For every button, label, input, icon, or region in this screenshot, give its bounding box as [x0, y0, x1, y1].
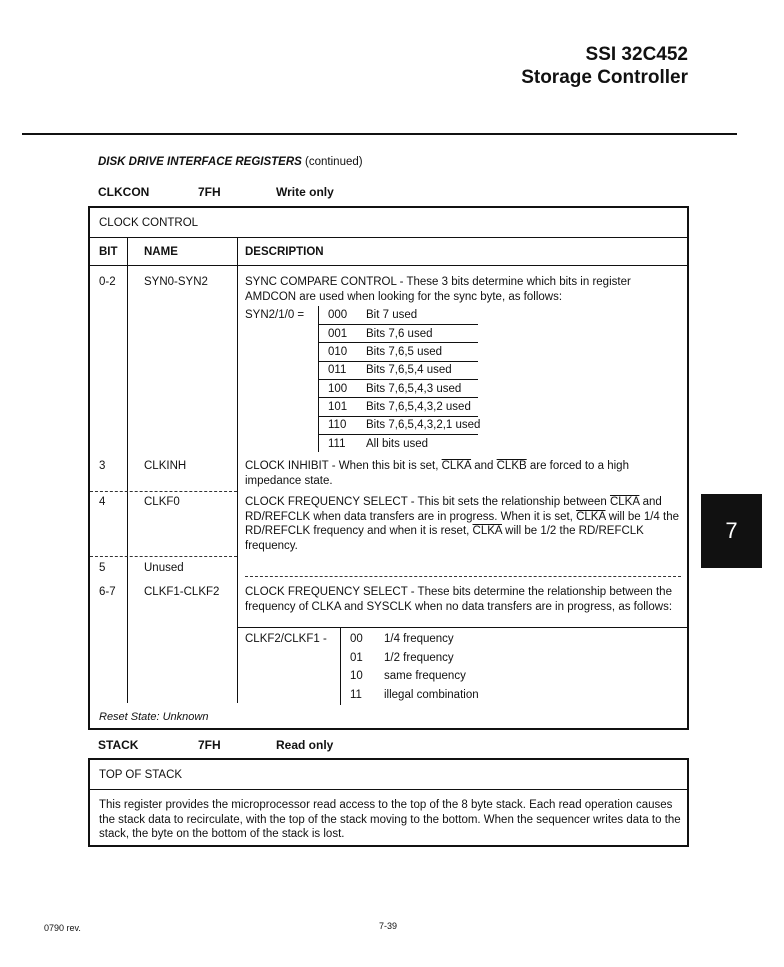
- syn-text: All bits used: [366, 438, 429, 450]
- top-of-stack-title: TOP OF STACK: [99, 769, 183, 781]
- syn-text: Bits 7,6 used: [366, 328, 433, 340]
- syn-label: SYN2/1/0 =: [245, 309, 305, 321]
- row-description: CLOCK FREQUENCY SELECT - These bits determine the relationship between the frequency of CLKA and SYSCLK when no data transfers are in progress, as follows:: [245, 586, 673, 613]
- syn-code: 001: [328, 328, 348, 340]
- syn-text: Bits 7,6,5,4,3,2,1 used: [366, 419, 481, 431]
- chapter-tab: 7: [701, 494, 762, 568]
- clkf-label: CLKF2/CLKF1 -: [245, 633, 327, 645]
- stack-name: STACK: [98, 738, 139, 752]
- row-name: Unused: [144, 562, 184, 574]
- syn-code: 010: [328, 346, 348, 358]
- clkf-code: 01: [350, 652, 363, 664]
- clkf0-description: CLOCK FREQUENCY SELECT - This bit sets the relationship between CLKA and RD/REFCLK when data transfers are in progress. When it is set, CLKA will be 1/4 the RD/REFCLK frequency and when it is reset, CLKA will be 1/2 the RD/REFCLK frequency.: [245, 496, 680, 552]
- syn-code: 100: [328, 383, 348, 395]
- row-description: SYNC COMPARE CONTROL - These 3 bits determine which bits in register AMDCON are used when looking for the sync byte, as follows:: [245, 276, 631, 303]
- row-bit: 5: [99, 562, 106, 574]
- clkcon-name: CLKCON: [98, 185, 150, 199]
- clkf-text: same frequency: [384, 670, 466, 682]
- page-number: 7-39: [379, 921, 398, 931]
- clock-control-title: CLOCK CONTROL: [99, 217, 199, 229]
- row-bit: 0-2: [99, 276, 116, 288]
- page-title: Storage Controller: [521, 67, 688, 88]
- clkcon-access: Write only: [276, 185, 334, 199]
- syn-code: 011: [328, 364, 347, 376]
- part-number: SSI 32C452: [585, 44, 688, 65]
- syn-code: 000: [328, 309, 348, 321]
- clkf-text: 1/4 frequency: [384, 633, 454, 645]
- col-header-bit: BIT: [99, 246, 118, 258]
- section-suffix: (continued): [305, 156, 363, 168]
- header-rule: [22, 133, 737, 135]
- clkf-code: 00: [350, 633, 363, 645]
- syn-text: Bits 7,6,5,4,3,2 used: [366, 401, 471, 413]
- section-title: DISK DRIVE INTERFACE REGISTERS: [98, 156, 302, 168]
- top-of-stack-table: [88, 758, 689, 847]
- col-header-name: NAME: [144, 246, 178, 258]
- syn-code: 111: [328, 438, 346, 450]
- syn-text: Bits 7,6,5 used: [366, 346, 443, 358]
- reset-state: Reset State: Unknown: [99, 711, 209, 723]
- syn-text: Bits 7,6,5,4 used: [366, 364, 452, 376]
- clkf-code: 11: [350, 689, 362, 701]
- row-bit: 3: [99, 460, 106, 472]
- row-name: CLKINH: [144, 460, 187, 472]
- row-name: CLKF1-CLKF2: [144, 586, 220, 598]
- syn-code: 110: [328, 419, 347, 431]
- col-header-description: DESCRIPTION: [245, 246, 324, 258]
- clkinh-description: CLOCK INHIBIT - When this bit is set, CLKA and CLKB are forced to a high impedance state.: [245, 460, 629, 487]
- row-bit: 6-7: [99, 586, 116, 598]
- syn-code: 101: [328, 401, 348, 413]
- stack-access: Read only: [276, 738, 334, 752]
- stack-address: 7FH: [198, 738, 221, 752]
- clkf-code: 10: [350, 670, 363, 682]
- stack-description: This register provides the microprocessor read access to the top of the 8 byte stack. Each read operation causes the stack data to recirculate, with the top of the stack moving to the bottom. When the sequencer writes data to the stack, the byte on the bottom of the stack is lost.: [99, 799, 681, 840]
- clkf-text: 1/2 frequency: [384, 652, 454, 664]
- section-heading: [98, 156, 363, 168]
- syn-text: Bits 7,6,5,4,3 used: [366, 383, 462, 395]
- row-name: SYN0-SYN2: [144, 276, 208, 288]
- row-bit: 4: [99, 496, 106, 508]
- syn-text: Bit 7 used: [366, 309, 418, 321]
- row-name: CLKF0: [144, 496, 180, 508]
- clock-control-table: [88, 206, 689, 730]
- footer-revision: 0790 rev.: [44, 923, 81, 933]
- clkf-text: illegal combination: [384, 689, 479, 701]
- clkcon-address: 7FH: [198, 185, 221, 199]
